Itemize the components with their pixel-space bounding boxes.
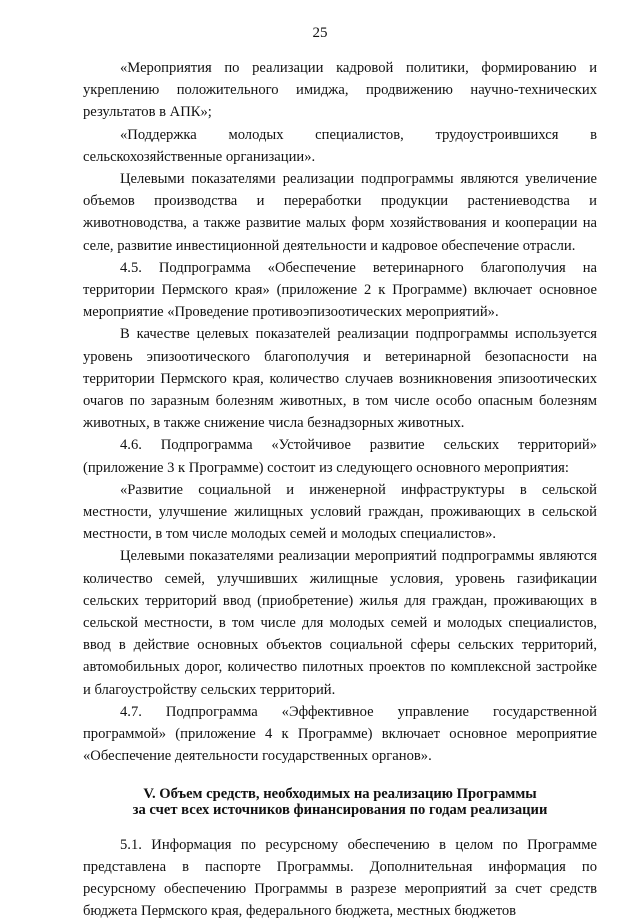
paragraph-veterinary-indicators: В качестве целевых показателей реализации подпрограммы используется уровень эпизоотического благополучия и ветеринарной безопасности на территории Пермского края, количество случаев возникновения эпизоотических очагов по заразным болезням животных, в том числе особо опасным болезням животных, в также снижение числа безнадзорных животных. <box>83 323 597 434</box>
paragraph-cadre-policy: «Мероприятия по реализации кадровой политики, формированию и укреплению положительного имиджа, продвижению научно-технических результатов в АПК»; <box>83 57 597 124</box>
paragraph-subprogram-4-5: 4.5. Подпрограмма «Обеспечение ветеринарного благополучия на территории Пермского края» (приложение 2 к Программе) включает основное мероприятие «Проведение противоэпизоотических мероприятий». <box>83 257 597 324</box>
paragraph-subprogram-4-6: 4.6. Подпрограмма «Устойчивое развитие сельских территорий» (приложение 3 к Программе) состоит из следующего основного мероприятия: <box>83 434 597 478</box>
page-number: 25 <box>0 24 640 42</box>
paragraph-subprogram-4-7: 4.7. Подпрограмма «Эффективное управление государственной программой» (приложение 4 к Программе) включает основное мероприятие «Обеспечение деятельности государственных органов». <box>83 701 597 768</box>
section-heading-line-1: V. Объем средств, необходимых на реализацию Программы <box>83 786 597 802</box>
section-heading-line-2: за счет всех источников финансирования по годам реализации <box>83 802 597 818</box>
paragraph-rural-infrastructure: «Развитие социальной и инженерной инфраструктуры в сельской местности, улучшение жилищных условий граждан, проживающих в сельской местности, в том числе молодых семей и молодых специалистов». <box>83 479 597 546</box>
paragraph-target-indicators: Целевыми показателями реализации подпрограммы являются увеличение объемов производства и переработки продукции растениеводства и животноводства, а также развитие малых форм хозяйствования и кооперации на селе, развитие инвестиционной деятельности и кадровое обеспечение отрасли. <box>83 168 597 257</box>
section-heading-v <box>83 786 597 818</box>
paragraph-rural-indicators: Целевыми показателями реализации мероприятий подпрограммы являются количество семей, улучшивших жилищные условия, уровень газификации сельских территорий ввод (приобретение) жилья для граждан, проживающих в сельской местности, в том числе для молодых семей и молодых специалистов, ввод в действие основных объектов социальной сферы сельских территорий, автомобильных дорог, количество пилотных проектов по комплексной застройке и благоустройству сельских территорий. <box>83 545 597 700</box>
paragraph-young-specialists: «Поддержка молодых специалистов, трудоустроившихся в сельскохозяйственные организации». <box>83 124 597 168</box>
paragraph-5-1: 5.1. Информация по ресурсному обеспечению в целом по Программе представлена в паспорте Программы. Дополнительная информация по ресурсному обеспечению Программы в разрезе мероприятий за счет средств бюджета Пермского края, федерального бюджета, местных бюджетов <box>83 834 597 922</box>
document-body <box>83 57 597 922</box>
